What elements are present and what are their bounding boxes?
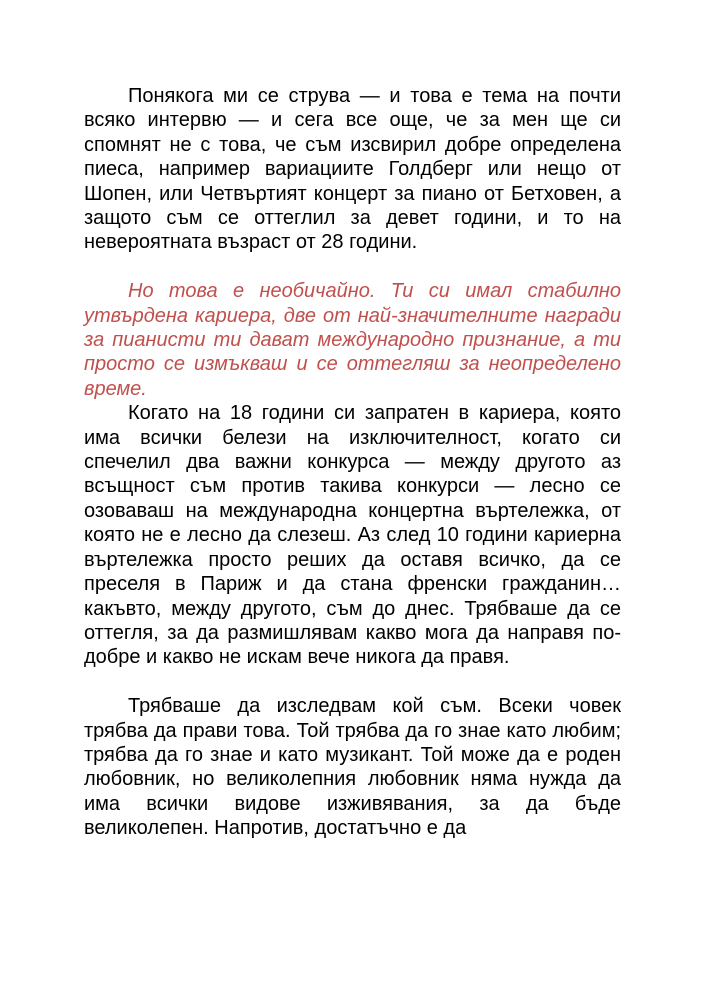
- answer-paragraph-3: Трябваше да изследвам кой съм. Всеки човек трябва да прави това. Той трябва да го знае като любим; трябва да го знае и като музикант. Той може да е роден любовник, но великолепния любовник няма нужда да има всички видове изживявания, за да бъде великолепен. Напротив, достатъчно е да: [84, 695, 621, 840]
- answer-paragraph-1: Понякога ми се струва — и това е тема на почти всяко интервю — и сега все още, че за мен ще си спомнят не с това, че съм изсвирил добре определена пиеса, например вариациите Голдберг или нещо от Шопен, или Четвъртият концерт за пиано от Бетховен, а защото съм се оттеглил за девет години, и то на невероятната възраст от 28 години.: [84, 85, 621, 254]
- paragraph-gap: [84, 670, 621, 694]
- question-paragraph: Но това е необичайно. Ти си имал стабилно утвърдена кариера, две от най-значителните награди за пианисти ти дават международно признание, а ти просто се измъкваш и се оттегляш за неопределено време.: [84, 280, 621, 400]
- paragraph-gap: [84, 255, 621, 279]
- answer-paragraph-2: Когато на 18 години си запратен в кариера, която има всички белези на изключителност, когато си спечелил два важни конкурса — между другото аз всъщност съм против такива конкурси — лесно се озоваваш на международна концертна въртележка, от която не е лесно да слезеш. Аз след 10 години кариерна въртележка просто реших да оставя всичко, да се преселя в Париж и да стана френски гражданин… какъвто, между другото, съм до днес. Трябваше да се оттегля, за да размишлявам какво мога да направя по-добре и какво не искам вече никога да правя.: [84, 402, 621, 669]
- document-page: [84, 84, 621, 841]
